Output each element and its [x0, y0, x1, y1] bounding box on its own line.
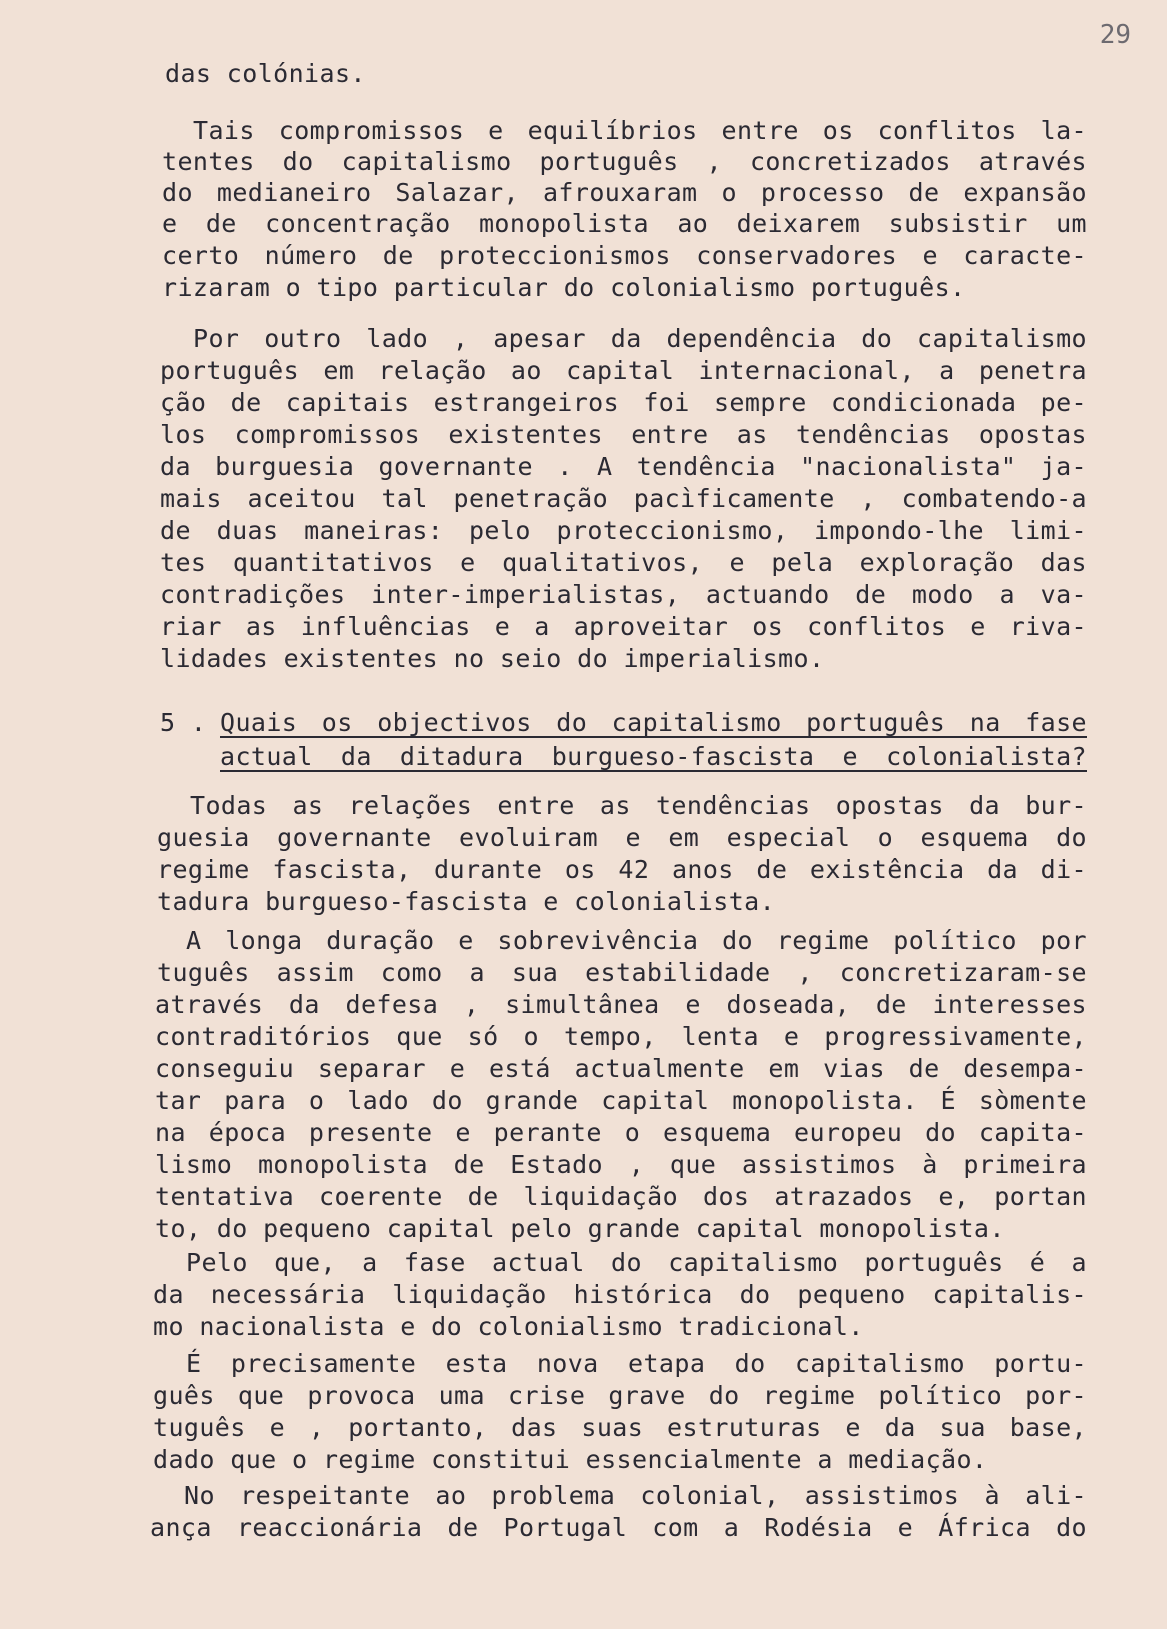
- text-line: contradições inter-imperialistas, actuando de modo a va-: [160, 580, 1087, 609]
- text-line: ção de capitais estrangeiros foi sempre condicionada pe-: [160, 388, 1087, 417]
- text-line: Todas as relações entre as tendências opostas da bur-: [190, 791, 1087, 820]
- section-heading-line: actual da ditadura burgueso-fascista e colonialista?: [220, 742, 1087, 771]
- text-line: tuguês assim como a sua estabilidade , concretizaram-se: [157, 958, 1087, 987]
- text-line: mo nacionalista e do colonialismo tradicional.: [153, 1312, 864, 1341]
- text-line: tuguês e , portanto, das suas estruturas e da sua base,: [153, 1413, 1087, 1442]
- text-line: português em relação ao capital internacional, a penetra: [160, 356, 1087, 385]
- text-line: da necessária liquidação histórica do pequeno capitalis-: [153, 1280, 1087, 1309]
- text-line: to, do pequeno capital pelo grande capital monopolista.: [155, 1214, 1005, 1243]
- text-line: contraditórios que só o tempo, lenta e progressivamente,: [155, 1022, 1087, 1051]
- text-line: das colónias.: [165, 59, 366, 88]
- text-line: regime fascista, durante os 42 anos de existência da di-: [157, 855, 1087, 884]
- text-line: guês que provoca uma crise grave do regime político por-: [153, 1381, 1087, 1410]
- text-line: A longa duração e sobrevivência do regime político por: [186, 926, 1087, 955]
- text-line: tentativa coerente de liquidação dos atrazados e, portan: [155, 1182, 1087, 1211]
- text-line: certo número de proteccionismos conservadores e caracte-: [162, 241, 1087, 270]
- text-line: mais aceitou tal penetração pacìficamente , combatendo-a: [160, 484, 1087, 513]
- page-number: 29: [1099, 20, 1131, 50]
- text-line: e de concentração monopolista ao deixarem subsistir um: [162, 209, 1087, 238]
- text-line: ança reaccionária de Portugal com a Rodésia e África do: [150, 1513, 1087, 1542]
- text-line: No respeitante ao problema colonial, assistimos à ali-: [184, 1481, 1087, 1510]
- text-line: da burguesia governante . A tendência "nacionalista" ja-: [160, 452, 1087, 481]
- text-line: É precisamente esta nova etapa do capitalismo portu-: [186, 1349, 1087, 1378]
- text-line: Por outro lado , apesar da dependência do capitalismo: [193, 324, 1087, 353]
- text-line: lidades existentes no seio do imperialismo.: [160, 644, 825, 673]
- text-line: Pelo que, a fase actual do capitalismo português é a: [186, 1248, 1087, 1277]
- text-line: tentes do capitalismo português , concretizados através: [162, 147, 1087, 176]
- section-number: 5 .: [160, 708, 207, 737]
- text-line: tadura burgueso-fascista e colonialista.: [157, 887, 776, 916]
- text-line: através da defesa , simultânea e doseada, de interesses: [155, 990, 1087, 1019]
- text-line: tar para o lado do grande capital monopolista. É sòmente: [155, 1086, 1087, 1115]
- section-heading-line: Quais os objectivos do capitalismo português na fase: [220, 708, 1087, 737]
- text-line: riar as influências e a aproveitar os conflitos e riva-: [160, 612, 1087, 641]
- text-line: rizaram o tipo particular do colonialismo português.: [162, 273, 966, 302]
- text-line: los compromissos existentes entre as tendências opostas: [160, 420, 1087, 449]
- text-line: de duas maneiras: pelo proteccionismo, impondo-lhe limi-: [160, 516, 1087, 545]
- text-line: lismo monopolista de Estado , que assistimos à primeira: [155, 1150, 1087, 1179]
- text-line: dado que o regime constitui essencialmente a mediação.: [153, 1445, 988, 1474]
- text-line: Tais compromissos e equilíbrios entre os conflitos la-: [193, 116, 1087, 145]
- text-line: na época presente e perante o esquema europeu do capita-: [155, 1118, 1087, 1147]
- text-line: do medianeiro Salazar, afrouxaram o processo de expansão: [162, 178, 1087, 207]
- text-line: guesia governante evoluiram e em especial o esquema do: [157, 823, 1087, 852]
- text-line: tes quantitativos e qualitativos, e pela exploração das: [160, 548, 1087, 577]
- text-line: conseguiu separar e está actualmente em vias de desempa-: [155, 1054, 1087, 1083]
